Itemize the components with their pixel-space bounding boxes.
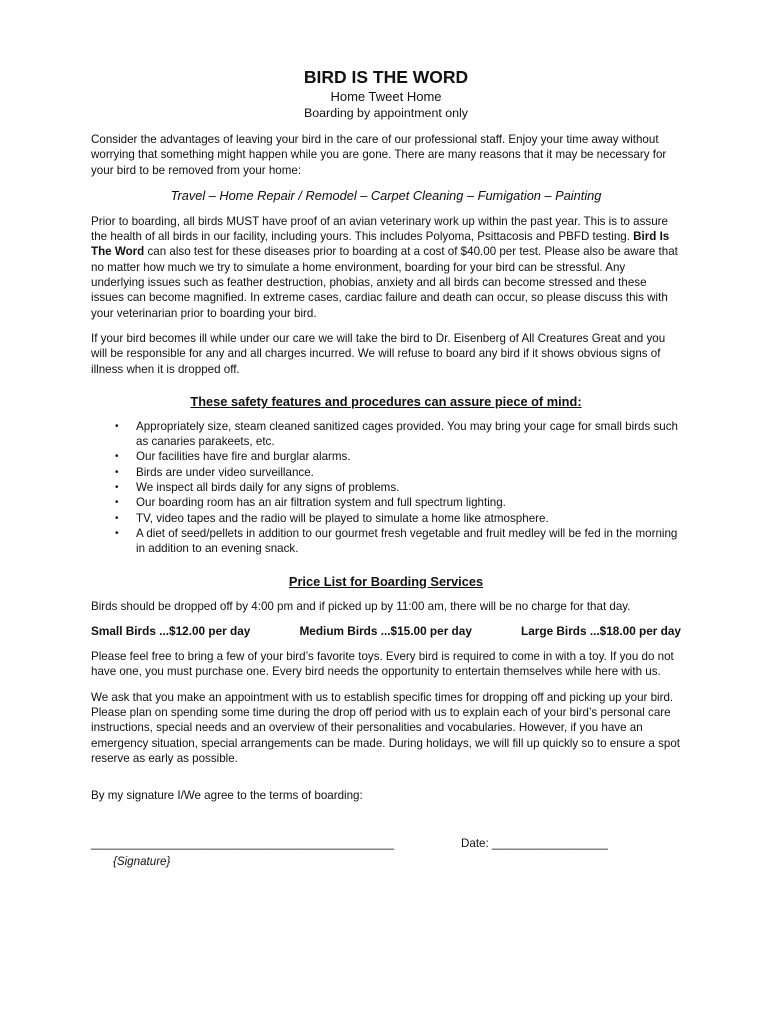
list-item (91, 480, 681, 495)
signature-label: {Signature} (113, 854, 171, 868)
health-text-part1: Prior to boarding, all birds MUST have proof of an avian veterinary work up within the past year. This is to assure the health of all birds in our facility, including yours. This includes Polyoma, Psittacosis and PBFD testing. (91, 214, 668, 244)
illness-paragraph: If your bird becomes ill while under our care we will take the bird to Dr. Eisenberg of All Creatures Great and you will be responsible for any and all charges incurred. We will refuse to board any bird if it shows obvious signs of illness when it is dropped off. (91, 331, 666, 376)
list-item-text: Our boarding room has an air filtration system and full spectrum lighting. (136, 496, 506, 510)
brand-name: Bird Is The Word (91, 230, 670, 259)
health-text-part2: can also test for these diseases prior to boarding at a cost of $40.00 per test. Please also be aware that no matter how much we try to simulate a home environment, boarding for your bird can be stressful. Any underlying issues such as feather destruction, phobias, anxiety and all birds can become stressed and these issues can become magnified. In extreme cases, cardiac failure and death can occur, so please discuss this with your veterinarian prior to boarding your bird. (91, 245, 678, 320)
bullet-icon: • (115, 482, 119, 494)
bullet-icon: • (115, 497, 119, 509)
agreement-text: By my signature I/We agree to the terms of boarding: (91, 789, 363, 803)
safety-heading: These safety features and procedures can assure piece of mind: (190, 393, 582, 409)
pricing-heading: Price List for Boarding Services (288, 573, 484, 589)
list-item (91, 419, 681, 450)
toys-paragraph: Please feel free to bring a few of your bird’s favorite toys. Every bird is required to come in with a toy. If you do not have one, you must purchase one. Every bird needs the opportunity to entertain themselves while here with us. (91, 650, 674, 679)
bullet-icon: • (115, 512, 119, 524)
document-tagline: Boarding by appointment only (304, 106, 468, 120)
document-content (91, 66, 681, 869)
bullet-icon: • (115, 451, 119, 463)
list-item (91, 465, 681, 480)
list-item-text: A diet of seed/pellets in addition to our gourmet fresh vegetable and fruit medley will be fed in the morning in addition to an evening snack. (136, 526, 678, 556)
list-item (91, 495, 681, 510)
list-item (91, 526, 681, 557)
price-list (91, 624, 681, 639)
services-line: Travel – Home Repair / Remodel – Carpet Cleaning – Fumigation – Painting (170, 187, 602, 203)
intro-paragraph: Consider the advantages of leaving your bird in the care of our professional staff. Enjoy your time away without worrying that something might happen while you are gone. There are many reasons that it may be necessary for your bird to be removed from your home: (91, 133, 667, 177)
signature-line: _______________________________________________ (91, 836, 395, 850)
signature-row (91, 836, 681, 854)
price-medium-birds: Medium Birds ...$15.00 per day (299, 623, 472, 638)
list-item-text: Our facilities have fire and burglar alarms. (136, 450, 351, 464)
date-field: Date: __________________ (461, 836, 608, 850)
list-item-text: Appropriately size, steam cleaned sanitized cages provided. You may bring your cage for small birds such as canaries parakeets, etc. (136, 419, 678, 449)
safety-list (91, 419, 681, 557)
list-item (91, 511, 681, 526)
document-subtitle: Home Tweet Home (330, 89, 442, 104)
health-paragraph (91, 214, 681, 321)
document-title: BIRD IS THE WORD (303, 67, 469, 87)
dropoff-paragraph: Birds should be dropped off by 4:00 pm and if picked up by 11:00 am, there will be no charge for that day. (91, 599, 631, 613)
price-small-birds: Small Birds ...$12.00 per day (91, 623, 251, 638)
list-item (91, 449, 681, 464)
list-item-text: We inspect all birds daily for any signs of problems. (136, 481, 400, 495)
bullet-icon: • (115, 420, 119, 432)
bullet-icon: • (115, 466, 119, 478)
bullet-icon: • (115, 527, 119, 539)
price-large-birds: Large Birds ...$18.00 per day (521, 623, 681, 638)
list-item-text: TV, video tapes and the radio will be played to simulate a home like atmosphere. (136, 511, 549, 525)
appointment-paragraph: We ask that you make an appointment with us to establish specific times for dropping off and picking up your bird. Please plan on spending some time during the drop off period with us to explain each of your bird’s personal care instructions, special needs and an overview of their personalities and vocabularies. However, if you have an emergency situation, special arrangements can be made. During holidays, we will fill up quickly so to ensure a spot reserve as early as possible. (91, 690, 681, 765)
list-item-text: Birds are under video surveillance. (136, 465, 314, 479)
